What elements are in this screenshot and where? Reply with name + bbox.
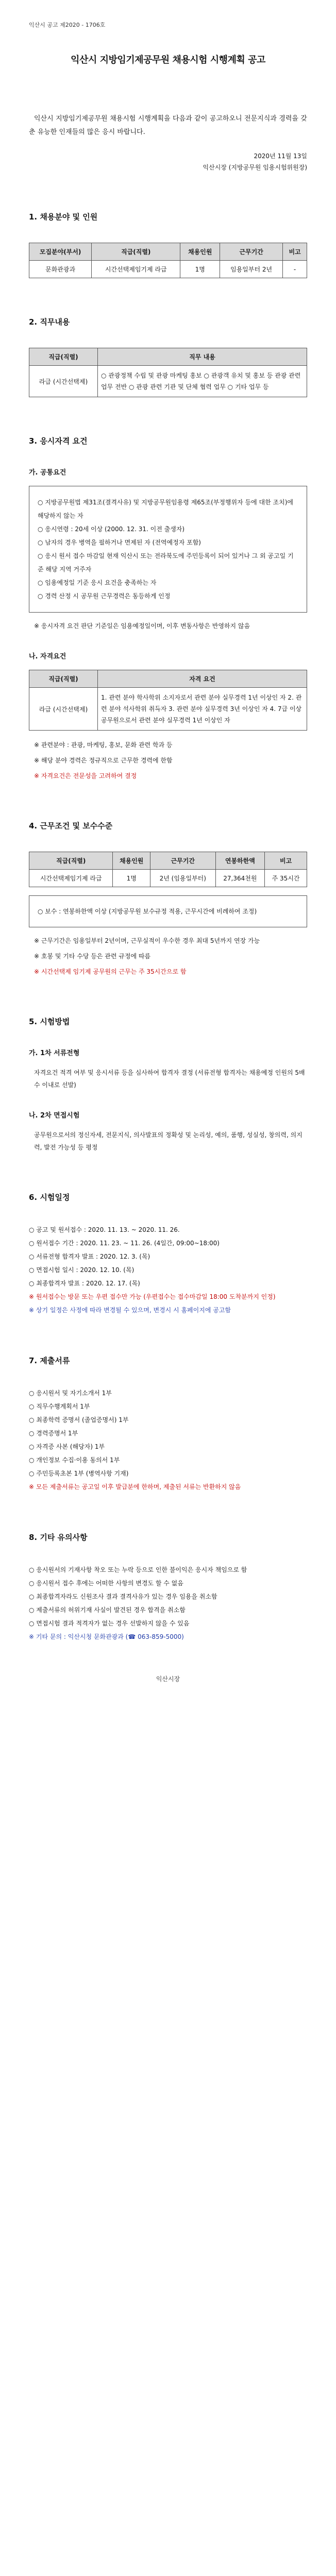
- schedule-list: [29, 1223, 307, 1317]
- note: ※ 응시자격 요건 판단 기준일은 임용예정일이며, 이후 변동사항은 반영하지 않음: [34, 622, 250, 630]
- recruit-table: [29, 243, 307, 278]
- list-item: ○ 원서접수 기간 : 2020. 11. 23. ~ 11. 26. (4일간, 09:00~18:00): [29, 1240, 220, 1247]
- list-item: ○ 남자의 경우 병역을 필하거나 면제된 자 (전역예정자 포함): [38, 539, 201, 546]
- table-cell: 시간선택제임기제 라급: [92, 261, 180, 278]
- list-item: ○ 면접시험 일시 : 2020. 12. 10. (목): [29, 1266, 135, 1274]
- qualification-table: [29, 670, 307, 731]
- announcement-meta: [29, 150, 307, 173]
- table-row: [29, 870, 307, 887]
- common-requirements: [29, 486, 307, 613]
- intro-paragraph: 익산시 지방임기제공무원 채용시험 시행계획을 다음과 같이 공고하오니 전문지식과 경력을 갖춘 유능한 인재들의 많은 응시 바랍니다.: [29, 115, 307, 136]
- list-item: ○ 경력 산정 시 공무원 근무경력은 동등하게 인정: [38, 592, 171, 600]
- list-item: ○ 최종학력 증명서 (졸업증명서) 1부: [29, 1416, 129, 1423]
- subsection-title: 나. 2차 면접시험: [29, 1112, 80, 1120]
- note-red: ※ 시간선택제 임기제 공무원의 근무는 주 35시간으로 함: [34, 968, 187, 975]
- table-header: 근무기간: [150, 852, 215, 870]
- list-item: ○ 개인정보 수집·이용 동의서 1부: [29, 1456, 120, 1464]
- table-header: 직급(직렬): [29, 670, 98, 688]
- table-header: 채용인원: [180, 243, 220, 261]
- list-item: ○ 제출서류의 허위기재 사실이 발견된 경우 합격을 취소함: [29, 1606, 186, 1614]
- list-item: ○ 임용예정일 기준 응시 요건을 충족하는 자: [38, 579, 157, 586]
- list-item: ○ 응시연령 : 20세 이상 (2000. 12. 31. 이전 출생자): [38, 526, 185, 533]
- table-cell: 27,364천원: [215, 870, 265, 887]
- list-item: ○ 응시원서 및 자기소개서 1부: [29, 1389, 112, 1397]
- list-item: ○ 최종합격자라도 신원조사 결과 결격사유가 있는 경우 임용을 취소함: [29, 1593, 217, 1600]
- note-red: ※ 원서접수는 방문 또는 우편 접수만 가능 (우편접수는 접수마감일 18:00 도착분까지 인정): [29, 1293, 276, 1300]
- list-item: ○ 응시 원서 접수 마감일 현재 익산시 또는 전라북도에 주민등록이 되어 있거나 그 외 공고일 기준 해당 지역 거주자: [38, 552, 294, 573]
- table-header: 모집분야(부서): [29, 243, 92, 261]
- notice-list: [29, 1563, 307, 1643]
- list-item: ○ 지방공무원법 제31조(결격사유) 및 지방공무원임용령 제65조(부정행위자 등에 대한 조치)에 해당하지 않는 자: [38, 499, 293, 519]
- stage-description: 자격요건 적격 여부 및 응시서류 등을 심사하여 합격자 결정 (서류전형 합격자는 채용예정 인원의 5배수 이내로 선발): [34, 1069, 305, 1089]
- table-header: 근무기간: [220, 243, 283, 261]
- table-row: [29, 261, 307, 278]
- subsection-title: 나. 자격요건: [29, 653, 66, 660]
- table-header: 직급(직렬): [29, 348, 98, 366]
- list-item: ○ 직무수행계획서 1부: [29, 1403, 90, 1410]
- section-title: 7. 제출서류: [29, 1356, 70, 1365]
- list-item: ○ 공고 및 원서접수 : 2020. 11. 13. ~ 2020. 11. 26.: [29, 1226, 180, 1233]
- announcement-date: 2020년 11월 13일: [254, 152, 307, 160]
- note-red: ※ 모든 제출서류는 공고일 이후 발급분에 한하며, 제출된 서류는 반환하지 않음: [29, 1483, 241, 1490]
- table-cell: 시간선택제임기제 라급: [29, 870, 113, 887]
- table-cell: 문화관광과: [29, 261, 92, 278]
- list-item: ○ 응시원서 접수 후에는 어떠한 사항의 변경도 할 수 없음: [29, 1580, 183, 1587]
- table-header-row: [29, 243, 307, 261]
- list-item: ○ 최종합격자 발표 : 2020. 12. 17. (목): [29, 1280, 140, 1287]
- table-header: 직급(직렬): [92, 243, 180, 261]
- section-title: 3. 응시자격 요건: [29, 436, 88, 446]
- table-row: [29, 366, 307, 397]
- table-cell: ○ 관광정책 수립 및 관광 마케팅 홍보 ○ 관광객 유치 및 홍보 등 관광 관련 업무 전반 ○ 관광 관련 기관 및 단체 협력 업무 ○ 기타 업무 등: [98, 366, 307, 397]
- note-red: ※ 자격요건은 전문성을 고려하여 결정: [34, 772, 137, 779]
- section-title: 6. 시험일정: [29, 1193, 70, 1202]
- duty-table: [29, 348, 307, 397]
- table-header-row: [29, 348, 307, 366]
- table-row: [29, 688, 307, 731]
- table-header-row: [29, 852, 307, 870]
- section-title: 4. 근무조건 및 보수수준: [29, 821, 113, 831]
- table-cell: 임용일부터 2년: [220, 261, 283, 278]
- note: ※ 근무기간은 임용일부터 2년이며, 근무실적이 우수한 경우 최대 5년까지 연장 가능: [34, 937, 260, 944]
- table-header: 직급(직렬): [29, 852, 113, 870]
- note: ※ 해당 분야 경력은 정규직으로 근무한 경력에 한함: [34, 757, 173, 764]
- table-cell: 라급 (시간선택제): [29, 366, 98, 397]
- list-item: ○ 자격증 사본 (해당자) 1부: [29, 1443, 105, 1450]
- table-header: 직무 내용: [98, 348, 307, 366]
- table-header-row: [29, 670, 307, 688]
- list-item: ○ 응시원서의 기재사항 착오 또는 누락 등으로 인한 불이익은 응시자 책임으로 함: [29, 1566, 247, 1573]
- subsection-title: 가. 공통요건: [29, 469, 66, 477]
- list-item: ○ 면접시험 결과 적격자가 없는 경우 선발하지 않을 수 있음: [29, 1620, 190, 1627]
- conditions-table: [29, 852, 307, 887]
- section-title: 5. 시험방법: [29, 1017, 70, 1026]
- table-cell: -: [283, 261, 307, 278]
- table-header: 비고: [265, 852, 307, 870]
- notice-number: 익산시 공고 제2020 - 1706호: [29, 22, 106, 28]
- table-header: 비고: [283, 243, 307, 261]
- table-header: 자격 요건: [98, 670, 307, 688]
- table-cell: 2년 (임용일부터): [150, 870, 215, 887]
- pay-box: ○ 보수 : 연봉하한액 이상 (지방공무원 보수규정 적용, 근무시간에 비례하여 조정): [29, 895, 307, 927]
- table-header: 연봉하한액: [215, 852, 265, 870]
- table-cell: 1명: [180, 261, 220, 278]
- documents-list: [29, 1386, 307, 1494]
- footer-issuer: 익산시장: [156, 1675, 180, 1683]
- table-cell: 1. 관련 분야 학사학위 소지자로서 관련 분야 실무경력 1년 이상인 자 2. 관련 분야 석사학위 취득자 3. 관련 분야 실무경력 3년 이상인 자 4. 7급 이상 공무원으로서 관련 분야 실무경력 1년 이상인 자: [98, 688, 307, 731]
- table-cell: 주 35시간: [265, 870, 307, 887]
- subsection-title: 가. 1차 서류전형: [29, 1049, 80, 1057]
- announcement-issuer: 익산시장 (지방공무원 임용시험위원장): [203, 164, 307, 171]
- section-title: 2. 직무내용: [29, 317, 70, 327]
- note: ※ 호봉 및 기타 수당 등은 관련 규정에 따름: [34, 953, 151, 960]
- note-blue: ※ 상기 일정은 사정에 따라 변경될 수 있으며, 변경시 시 홈페이지에 공고함: [29, 1307, 231, 1314]
- list-item: ○ 경력증명서 1부: [29, 1430, 78, 1437]
- table-header: 채용인원: [113, 852, 150, 870]
- table-cell: 라급 (시간선택제): [29, 688, 98, 731]
- table-cell: 1명: [113, 870, 150, 887]
- section-title: 1. 채용분야 및 인원: [29, 212, 98, 222]
- list-item: ○ 주민등록초본 1부 (병역사항 기재): [29, 1470, 129, 1477]
- stage-description: 공무원으로서의 정신자세, 전문지식, 의사발표의 정확성 및 논리성, 예의, 품행, 성실성, 창의력, 의지력, 발전 가능성 등 평정: [34, 1131, 303, 1151]
- note-blue: ※ 기타 문의 : 익산시청 문화관광과 (☎ 063-859-5000): [29, 1633, 184, 1640]
- list-item: ○ 서류전형 합격자 발표 : 2020. 12. 3. (목): [29, 1253, 150, 1260]
- page-title: 익산시 지방임기제공무원 채용시험 시행계획 공고: [71, 55, 265, 65]
- section-title: 8. 기타 유의사항: [29, 1533, 88, 1542]
- note: ※ 관련분야 : 관광, 마케팅, 홍보, 문화 관련 학과 등: [34, 741, 173, 749]
